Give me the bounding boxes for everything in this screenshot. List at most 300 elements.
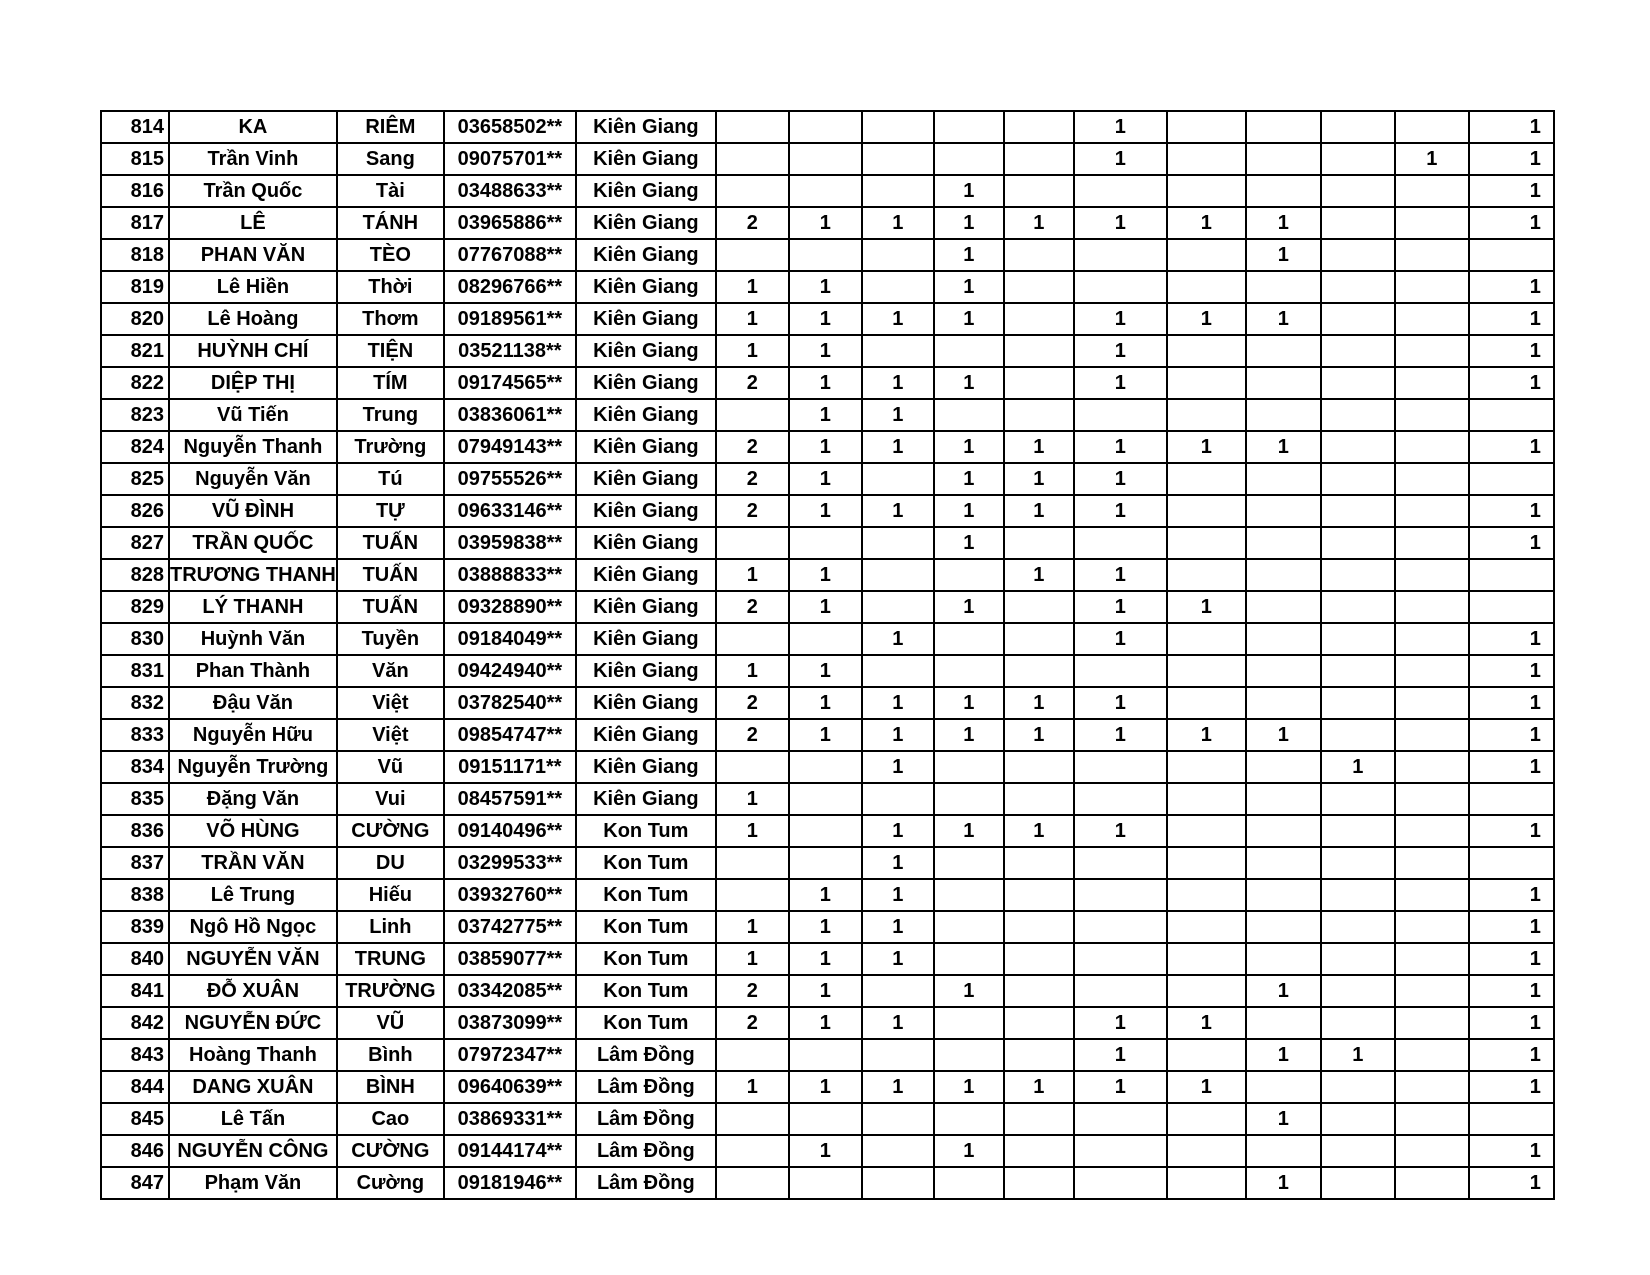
- table-row: [101, 463, 1554, 495]
- value-cell: 1: [934, 527, 1004, 559]
- value-cell: 1: [1167, 303, 1246, 335]
- row-number-cell: 821: [101, 335, 169, 367]
- first-name-cell: Trần Vinh: [169, 143, 337, 175]
- value-cell: [1395, 879, 1469, 911]
- value-cell: [1321, 719, 1395, 751]
- value-cell: [789, 239, 862, 271]
- value-cell: [1004, 751, 1074, 783]
- last-name-cell: TUẤN: [337, 591, 444, 623]
- value-cell: [1167, 815, 1246, 847]
- value-cell: 1: [1004, 719, 1074, 751]
- value-cell: 1: [789, 719, 862, 751]
- value-cell: 1: [1469, 367, 1554, 399]
- value-cell: [1246, 655, 1321, 687]
- province-cell: Lâm Đồng: [576, 1071, 716, 1103]
- value-cell: [862, 975, 934, 1007]
- value-cell: [1395, 815, 1469, 847]
- phone-cell: 03932760**: [444, 879, 576, 911]
- row-number-cell: 829: [101, 591, 169, 623]
- value-cell: 1: [1074, 1071, 1167, 1103]
- row-number-cell: 834: [101, 751, 169, 783]
- value-cell: [1321, 1071, 1395, 1103]
- value-cell: 1: [1321, 1039, 1395, 1071]
- value-cell: [1395, 527, 1469, 559]
- table-row: [101, 559, 1554, 591]
- value-cell: [1321, 1167, 1395, 1199]
- value-cell: 1: [1469, 527, 1554, 559]
- value-cell: 2: [716, 207, 789, 239]
- phone-cell: 03299533**: [444, 847, 576, 879]
- value-cell: 1: [1074, 335, 1167, 367]
- value-cell: 1: [1004, 431, 1074, 463]
- value-cell: [1167, 143, 1246, 175]
- value-cell: 1: [1321, 751, 1395, 783]
- table-row: [101, 399, 1554, 431]
- value-cell: [1004, 367, 1074, 399]
- value-cell: [1395, 399, 1469, 431]
- last-name-cell: TRUNG: [337, 943, 444, 975]
- value-cell: [1167, 367, 1246, 399]
- last-name-cell: TRƯỜNG: [337, 975, 444, 1007]
- phone-cell: 03873099**: [444, 1007, 576, 1039]
- row-number-cell: 831: [101, 655, 169, 687]
- value-cell: 1: [789, 271, 862, 303]
- value-cell: [1469, 399, 1554, 431]
- value-cell: [862, 143, 934, 175]
- value-cell: [1074, 751, 1167, 783]
- value-cell: 1: [1246, 719, 1321, 751]
- row-number-cell: 828: [101, 559, 169, 591]
- row-number-cell: 842: [101, 1007, 169, 1039]
- province-cell: Kiên Giang: [576, 623, 716, 655]
- value-cell: [1167, 1039, 1246, 1071]
- value-cell: [1074, 943, 1167, 975]
- value-cell: [1469, 239, 1554, 271]
- province-cell: Kiên Giang: [576, 687, 716, 719]
- value-cell: 1: [1246, 239, 1321, 271]
- value-cell: 1: [1469, 655, 1554, 687]
- value-cell: 1: [716, 911, 789, 943]
- value-cell: [1167, 623, 1246, 655]
- value-cell: [716, 1167, 789, 1199]
- phone-cell: 09151171**: [444, 751, 576, 783]
- value-cell: 2: [716, 591, 789, 623]
- first-name-cell: Đậu Văn: [169, 687, 337, 719]
- table-row: [101, 367, 1554, 399]
- value-cell: [1004, 975, 1074, 1007]
- value-cell: [862, 1167, 934, 1199]
- value-cell: [1246, 623, 1321, 655]
- row-number-cell: 833: [101, 719, 169, 751]
- row-number-cell: 818: [101, 239, 169, 271]
- first-name-cell: VŨ ĐÌNH: [169, 495, 337, 527]
- province-cell: Kiên Giang: [576, 271, 716, 303]
- value-cell: [1246, 943, 1321, 975]
- value-cell: 1: [934, 687, 1004, 719]
- value-cell: 2: [716, 463, 789, 495]
- province-cell: Kiên Giang: [576, 751, 716, 783]
- table-row: [101, 847, 1554, 879]
- value-cell: [1004, 335, 1074, 367]
- value-cell: [1321, 687, 1395, 719]
- row-number-cell: 820: [101, 303, 169, 335]
- value-cell: 1: [1469, 815, 1554, 847]
- last-name-cell: TUẤN: [337, 559, 444, 591]
- table-row: [101, 655, 1554, 687]
- table-row: [101, 975, 1554, 1007]
- province-cell: Kiên Giang: [576, 495, 716, 527]
- first-name-cell: Lê Trung: [169, 879, 337, 911]
- value-cell: 2: [716, 367, 789, 399]
- value-cell: [1004, 399, 1074, 431]
- value-cell: 1: [1469, 751, 1554, 783]
- value-cell: 1: [1074, 303, 1167, 335]
- province-cell: Kon Tum: [576, 975, 716, 1007]
- value-cell: [1395, 687, 1469, 719]
- province-cell: Kiên Giang: [576, 175, 716, 207]
- first-name-cell: Huỳnh Văn: [169, 623, 337, 655]
- value-cell: [1395, 911, 1469, 943]
- row-number-cell: 846: [101, 1135, 169, 1167]
- last-name-cell: Cường: [337, 1167, 444, 1199]
- value-cell: [1074, 655, 1167, 687]
- value-cell: [862, 655, 934, 687]
- table-row: [101, 239, 1554, 271]
- value-cell: [789, 1167, 862, 1199]
- value-cell: 1: [1246, 303, 1321, 335]
- value-cell: [1167, 463, 1246, 495]
- table-row: [101, 143, 1554, 175]
- value-cell: [1321, 303, 1395, 335]
- first-name-cell: Trần Quốc: [169, 175, 337, 207]
- value-cell: 1: [1469, 335, 1554, 367]
- value-cell: 2: [716, 431, 789, 463]
- first-name-cell: NGUYỄN VĂN: [169, 943, 337, 975]
- value-cell: 1: [1469, 1135, 1554, 1167]
- value-cell: [934, 559, 1004, 591]
- phone-cell: 03488633**: [444, 175, 576, 207]
- value-cell: 1: [934, 207, 1004, 239]
- last-name-cell: Trung: [337, 399, 444, 431]
- last-name-cell: TUẤN: [337, 527, 444, 559]
- last-name-cell: Cao: [337, 1103, 444, 1135]
- value-cell: 2: [716, 975, 789, 1007]
- value-cell: 1: [1167, 431, 1246, 463]
- table-row: [101, 303, 1554, 335]
- value-cell: [716, 527, 789, 559]
- first-name-cell: Phan Thành: [169, 655, 337, 687]
- table-row: [101, 527, 1554, 559]
- value-cell: [1321, 495, 1395, 527]
- value-cell: 1: [1469, 623, 1554, 655]
- value-cell: [1395, 431, 1469, 463]
- phone-cell: 09181946**: [444, 1167, 576, 1199]
- value-cell: [1167, 1103, 1246, 1135]
- value-cell: [1074, 911, 1167, 943]
- first-name-cell: Lê Hoàng: [169, 303, 337, 335]
- last-name-cell: TÍM: [337, 367, 444, 399]
- row-number-cell: 825: [101, 463, 169, 495]
- value-cell: [1395, 271, 1469, 303]
- last-name-cell: TIỆN: [337, 335, 444, 367]
- value-cell: [1004, 303, 1074, 335]
- value-cell: [1246, 399, 1321, 431]
- last-name-cell: Việt: [337, 719, 444, 751]
- value-cell: [1074, 399, 1167, 431]
- value-cell: [934, 335, 1004, 367]
- row-number-cell: 817: [101, 207, 169, 239]
- value-cell: [1167, 399, 1246, 431]
- value-cell: [1469, 1103, 1554, 1135]
- last-name-cell: VŨ: [337, 1007, 444, 1039]
- value-cell: [1004, 1167, 1074, 1199]
- province-cell: Kiên Giang: [576, 783, 716, 815]
- province-cell: Kiên Giang: [576, 591, 716, 623]
- value-cell: 1: [1004, 1071, 1074, 1103]
- value-cell: [1321, 879, 1395, 911]
- last-name-cell: CƯỜNG: [337, 815, 444, 847]
- row-number-cell: 832: [101, 687, 169, 719]
- value-cell: [1167, 1135, 1246, 1167]
- value-cell: [1167, 911, 1246, 943]
- value-cell: [1004, 943, 1074, 975]
- value-cell: [1321, 111, 1395, 143]
- value-cell: [1246, 911, 1321, 943]
- last-name-cell: TÈO: [337, 239, 444, 271]
- province-cell: Kon Tum: [576, 1007, 716, 1039]
- value-cell: [1321, 399, 1395, 431]
- row-number-cell: 816: [101, 175, 169, 207]
- value-cell: 1: [789, 879, 862, 911]
- last-name-cell: DU: [337, 847, 444, 879]
- value-cell: [716, 1039, 789, 1071]
- phone-cell: 09144174**: [444, 1135, 576, 1167]
- value-cell: 1: [1074, 495, 1167, 527]
- value-cell: 1: [934, 495, 1004, 527]
- value-cell: [1004, 527, 1074, 559]
- value-cell: [862, 111, 934, 143]
- table-row: [101, 1071, 1554, 1103]
- value-cell: 1: [862, 495, 934, 527]
- table-row: [101, 815, 1554, 847]
- value-cell: [716, 239, 789, 271]
- value-cell: 1: [862, 815, 934, 847]
- first-name-cell: HUỲNH CHÍ: [169, 335, 337, 367]
- last-name-cell: Vui: [337, 783, 444, 815]
- row-number-cell: 841: [101, 975, 169, 1007]
- last-name-cell: BÌNH: [337, 1071, 444, 1103]
- last-name-cell: Thơm: [337, 303, 444, 335]
- phone-cell: 09424940**: [444, 655, 576, 687]
- province-cell: Kiên Giang: [576, 527, 716, 559]
- value-cell: 1: [934, 1135, 1004, 1167]
- value-cell: 1: [789, 495, 862, 527]
- value-cell: [934, 143, 1004, 175]
- value-cell: 1: [862, 911, 934, 943]
- value-cell: [1395, 751, 1469, 783]
- table-row: [101, 623, 1554, 655]
- value-cell: [862, 463, 934, 495]
- last-name-cell: Bình: [337, 1039, 444, 1071]
- table-row: [101, 1103, 1554, 1135]
- value-cell: [1395, 463, 1469, 495]
- value-cell: 1: [1167, 207, 1246, 239]
- value-cell: 1: [1469, 431, 1554, 463]
- value-cell: [934, 943, 1004, 975]
- row-number-cell: 830: [101, 623, 169, 655]
- value-cell: [1167, 271, 1246, 303]
- last-name-cell: Tú: [337, 463, 444, 495]
- value-cell: [1395, 975, 1469, 1007]
- value-cell: 1: [789, 1007, 862, 1039]
- value-cell: [1167, 783, 1246, 815]
- province-cell: Kiên Giang: [576, 559, 716, 591]
- value-cell: 1: [862, 1007, 934, 1039]
- value-cell: 1: [1004, 687, 1074, 719]
- value-cell: [1246, 495, 1321, 527]
- value-cell: [1395, 591, 1469, 623]
- value-cell: [1321, 975, 1395, 1007]
- value-cell: [1321, 623, 1395, 655]
- value-cell: 1: [1469, 687, 1554, 719]
- first-name-cell: Nguyễn Trường: [169, 751, 337, 783]
- first-name-cell: VÕ HÙNG: [169, 815, 337, 847]
- value-cell: [1395, 1071, 1469, 1103]
- value-cell: [1246, 527, 1321, 559]
- value-cell: 1: [716, 655, 789, 687]
- value-cell: [1167, 687, 1246, 719]
- value-cell: [789, 111, 862, 143]
- value-cell: [862, 1103, 934, 1135]
- row-number-cell: 844: [101, 1071, 169, 1103]
- value-cell: 1: [789, 975, 862, 1007]
- value-cell: 1: [716, 1071, 789, 1103]
- value-cell: [1395, 239, 1469, 271]
- value-cell: 1: [789, 687, 862, 719]
- value-cell: [1246, 687, 1321, 719]
- phone-cell: 03742775**: [444, 911, 576, 943]
- value-cell: 1: [862, 367, 934, 399]
- province-cell: Kiên Giang: [576, 431, 716, 463]
- phone-cell: 03836061**: [444, 399, 576, 431]
- table-row: [101, 1135, 1554, 1167]
- phone-cell: 03965886**: [444, 207, 576, 239]
- value-cell: [1167, 335, 1246, 367]
- first-name-cell: NGUYỄN ĐỨC: [169, 1007, 337, 1039]
- value-cell: [862, 527, 934, 559]
- first-name-cell: Lê Tấn: [169, 1103, 337, 1135]
- row-number-cell: 826: [101, 495, 169, 527]
- value-cell: 1: [1074, 623, 1167, 655]
- last-name-cell: Tài: [337, 175, 444, 207]
- last-name-cell: Linh: [337, 911, 444, 943]
- value-cell: [1167, 495, 1246, 527]
- last-name-cell: Hiếu: [337, 879, 444, 911]
- value-cell: [934, 1039, 1004, 1071]
- value-cell: 1: [862, 719, 934, 751]
- table-row: [101, 943, 1554, 975]
- value-cell: [1074, 239, 1167, 271]
- value-cell: [1469, 559, 1554, 591]
- value-cell: [1321, 367, 1395, 399]
- value-cell: [862, 175, 934, 207]
- phone-cell: 09140496**: [444, 815, 576, 847]
- value-cell: [1004, 623, 1074, 655]
- value-cell: 1: [1469, 1071, 1554, 1103]
- value-cell: 1: [789, 1071, 862, 1103]
- value-cell: 1: [789, 591, 862, 623]
- value-cell: [1395, 335, 1469, 367]
- value-cell: 1: [862, 847, 934, 879]
- value-cell: 1: [1074, 815, 1167, 847]
- value-cell: [789, 847, 862, 879]
- phone-cell: 03959838**: [444, 527, 576, 559]
- value-cell: 1: [1074, 559, 1167, 591]
- value-cell: [1074, 975, 1167, 1007]
- value-cell: [716, 399, 789, 431]
- phone-cell: 03888833**: [444, 559, 576, 591]
- table-row: [101, 495, 1554, 527]
- province-cell: Kiên Giang: [576, 655, 716, 687]
- value-cell: [1167, 1167, 1246, 1199]
- value-cell: [1321, 559, 1395, 591]
- row-number-cell: 819: [101, 271, 169, 303]
- value-cell: [934, 655, 1004, 687]
- first-name-cell: Nguyễn Thanh: [169, 431, 337, 463]
- value-cell: 1: [934, 367, 1004, 399]
- value-cell: 1: [1469, 495, 1554, 527]
- value-cell: [1321, 911, 1395, 943]
- value-cell: 1: [789, 207, 862, 239]
- table-body: [101, 111, 1554, 1199]
- province-cell: Kiên Giang: [576, 335, 716, 367]
- value-cell: [862, 783, 934, 815]
- value-cell: [1004, 1007, 1074, 1039]
- phone-cell: 08457591**: [444, 783, 576, 815]
- value-cell: 1: [789, 367, 862, 399]
- value-cell: 1: [862, 399, 934, 431]
- value-cell: [789, 175, 862, 207]
- value-cell: 1: [789, 399, 862, 431]
- row-number-cell: 845: [101, 1103, 169, 1135]
- value-cell: 1: [1004, 207, 1074, 239]
- value-cell: 2: [716, 719, 789, 751]
- value-cell: 1: [1074, 1039, 1167, 1071]
- table-row: [101, 911, 1554, 943]
- value-cell: 1: [789, 1135, 862, 1167]
- value-cell: [1395, 367, 1469, 399]
- value-cell: [1321, 1135, 1395, 1167]
- value-cell: [934, 399, 1004, 431]
- value-cell: [1469, 591, 1554, 623]
- value-cell: [934, 783, 1004, 815]
- value-cell: [1395, 655, 1469, 687]
- last-name-cell: CƯỜNG: [337, 1135, 444, 1167]
- value-cell: 1: [1246, 975, 1321, 1007]
- value-cell: 1: [1469, 1007, 1554, 1039]
- value-cell: [1321, 207, 1395, 239]
- value-cell: [862, 335, 934, 367]
- value-cell: 1: [1469, 911, 1554, 943]
- table-row: [101, 207, 1554, 239]
- province-cell: Kon Tum: [576, 815, 716, 847]
- first-name-cell: Vũ Tiến: [169, 399, 337, 431]
- value-cell: [1167, 879, 1246, 911]
- first-name-cell: ĐỖ XUÂN: [169, 975, 337, 1007]
- value-cell: [1004, 1039, 1074, 1071]
- value-cell: [1395, 1039, 1469, 1071]
- value-cell: [934, 111, 1004, 143]
